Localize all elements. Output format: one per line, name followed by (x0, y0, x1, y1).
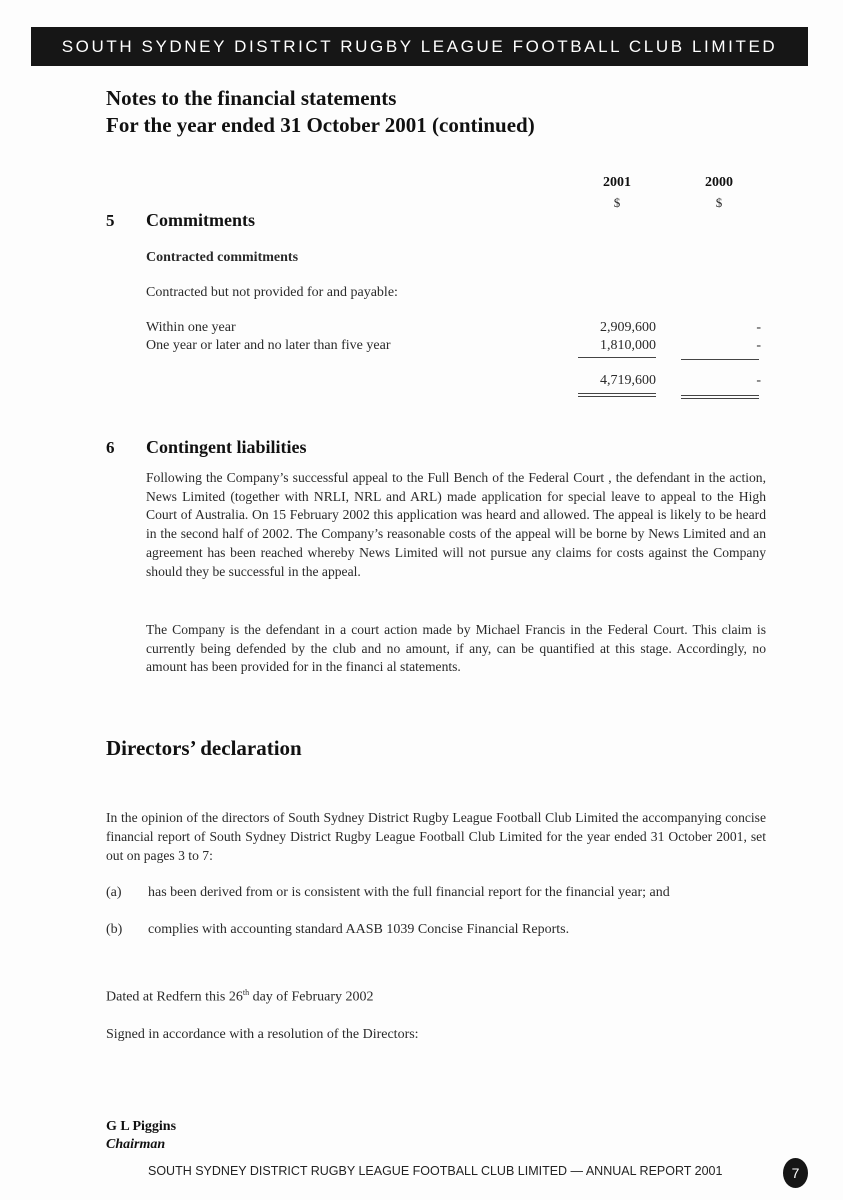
commitments-intro: Contracted but not provided for and payable: (146, 285, 398, 300)
notes-subtitle: For the year ended 31 October 2001 (continued) (106, 113, 535, 137)
notes-title: Notes to the financial statements (106, 86, 397, 110)
column-currency-2000: $ (715, 195, 723, 210)
commitment-row-2001: 1,810,000 (600, 338, 656, 353)
total-double-rule-2000 (681, 398, 759, 399)
subtotal-rule-2000 (681, 359, 759, 360)
section-title-commitments: Commitments (146, 210, 255, 230)
dated-line: Dated at Redfern this 26th day of February 2002 (106, 988, 374, 1005)
page-number: 7 (783, 1158, 808, 1188)
declaration-item-text: has been derived from or is consistent with the full financial report for the financial year; and (148, 885, 670, 900)
commitments-total-2001: 4,719,600 (600, 373, 656, 388)
column-year-2001: 2001 (603, 175, 631, 190)
column-year-2000: 2000 (705, 175, 733, 190)
footer-text: SOUTH SYDNEY DISTRICT RUGBY LEAGUE FOOTBALL CLUB LIMITED — ANNUAL REPORT 2001 (148, 1164, 723, 1178)
contingent-paragraph: Following the Company’s successful appeal to the Full Bench of the Federal Court , the defendant in the action, News Limited (together with NRLI, NRL and ARL) made application for special leave to appeal to the High Court of Australia. On 15 February 2002 this application was heard and allowed. The appeal is likely to be heard in the second half of 2002. The Company’s reasonable costs of the appeal will be borne by News Limited and an agreement has been reached whereby News Limited will not pursue any claims for costs against the Company should they be successful in the appeal. (146, 470, 766, 579)
declaration-item-marker: (b) (106, 922, 123, 937)
total-double-rule-2001 (578, 396, 656, 397)
contingent-paragraph: The Company is the defendant in a court action made by Michael Francis in the Federal Court. This claim is currently being defended by the club and no amount, if any, can be quantified at this stage. Accordingly, no amount has been provided for in the financi al statements. (146, 622, 766, 675)
declaration-item-text: complies with accounting standard AASB 1039 Concise Financial Reports. (148, 922, 570, 937)
commitments-subhead: Contracted commitments (146, 250, 299, 265)
commitment-row-2001: 2,909,600 (600, 320, 656, 335)
section-number-commitments: 5 (106, 211, 115, 230)
declaration-title: Directors’ declaration (106, 736, 302, 760)
total-double-rule-2000 (681, 395, 759, 396)
total-double-rule-2001 (578, 393, 656, 394)
header-banner: SOUTH SYDNEY DISTRICT RUGBY LEAGUE FOOTBALL CLUB LIMITED (31, 27, 808, 66)
signatory-name: G L Piggins (106, 1119, 177, 1134)
signed-line: Signed in accordance with a resolution of the Directors: (106, 1027, 419, 1042)
commitment-row-2000: - (756, 320, 761, 335)
declaration-item-marker: (a) (106, 885, 122, 900)
declaration-intro: In the opinion of the directors of South Sydney District Rugby League Football Club Limited the accompanying concise financial report of South Sydney District Rugby League Football Club Limited for the year ended 31 October 2001, set out on pages 3 to 7: (106, 810, 766, 863)
commitments-total-2000: - (756, 373, 761, 388)
commitment-row-label: One year or later and no later than five year (146, 338, 391, 353)
commitment-row-2000: - (756, 338, 761, 353)
subtotal-rule-2001 (578, 357, 656, 358)
signatory-role: Chairman (106, 1137, 166, 1152)
section-number-contingent: 6 (106, 438, 115, 457)
section-title-contingent: Contingent liabilities (146, 437, 307, 457)
column-currency-2001: $ (613, 195, 621, 210)
commitment-row-label: Within one year (146, 320, 236, 335)
